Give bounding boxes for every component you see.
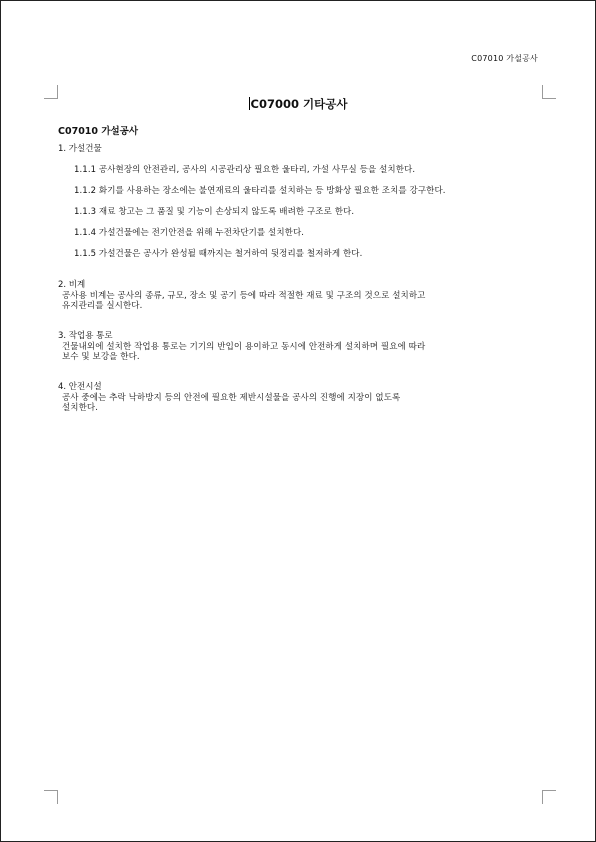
running-header: C07010 가설공사	[471, 54, 538, 63]
text-cursor	[249, 97, 250, 110]
section-scaffolding	[58, 280, 538, 311]
paragraph-line[interactable]: 건물내외에 설치한 작업용 통로는 기기의 반입이 용이하고 동시에 안전하게 설치하며 필요에 따라	[62, 342, 426, 352]
paragraph-line[interactable]: 공사 중에는 추락 낙하방지 등의 안전에 필요한 제반시설물을 공사의 진행에 지장이 없도록	[62, 393, 401, 403]
document-title-container[interactable]	[0, 96, 596, 112]
crop-mark-bottom-left	[44, 790, 58, 804]
paragraph-line[interactable]: 보수 및 보강을 한다.	[62, 352, 140, 362]
clause-1-1-3[interactable]: 1.1.3 재료 창고는 그 품질 및 기능이 손상되지 않도록 배려한 구조로 한다.	[74, 207, 355, 217]
section-heading-3[interactable]: 3. 작업용 통로	[58, 331, 113, 341]
clause-1-1-2[interactable]: 1.1.2 화기를 사용하는 장소에는 불연재료의 울타리를 설치하는 등 방화상 필요한 조치를 강구한다.	[74, 186, 446, 196]
section-safety-facilities	[58, 382, 538, 413]
section-heading-1[interactable]: 1. 가설건물	[58, 144, 102, 154]
section-temporary-buildings	[58, 144, 538, 260]
section-heading-2[interactable]: 2. 비계	[58, 280, 86, 290]
clause-1-1-1[interactable]: 1.1.1 공사현장의 안전관리, 공사의 시공관리상 필요한 울타리, 가설 사무실 등을 설치한다.	[74, 165, 416, 175]
paragraph-line[interactable]: 유지관리를 실시한다.	[62, 301, 143, 311]
section-work-passage	[58, 331, 538, 362]
document-title[interactable]: C07000 기타공사	[250, 97, 348, 111]
paragraph-line[interactable]: 설치한다.	[62, 403, 99, 413]
section-heading[interactable]: C07010 가설공사	[58, 126, 139, 137]
document-body[interactable]	[58, 144, 538, 413]
clause-1-1-4[interactable]: 1.1.4 가설건물에는 전기안전을 위해 누전차단기를 설치한다.	[74, 228, 305, 238]
section-heading-4[interactable]: 4. 안전시설	[58, 382, 102, 392]
clause-1-1-5[interactable]: 1.1.5 가설건물은 공사가 완성될 때까지는 철거하여 뒷정리를 철저하게 한다.	[74, 249, 363, 259]
paragraph-line[interactable]: 공사용 비계는 공사의 종류, 규모, 장소 및 공기 등에 따라 적절한 재료 및 구조의 것으로 설치하고	[62, 291, 426, 301]
crop-mark-bottom-right	[542, 790, 556, 804]
